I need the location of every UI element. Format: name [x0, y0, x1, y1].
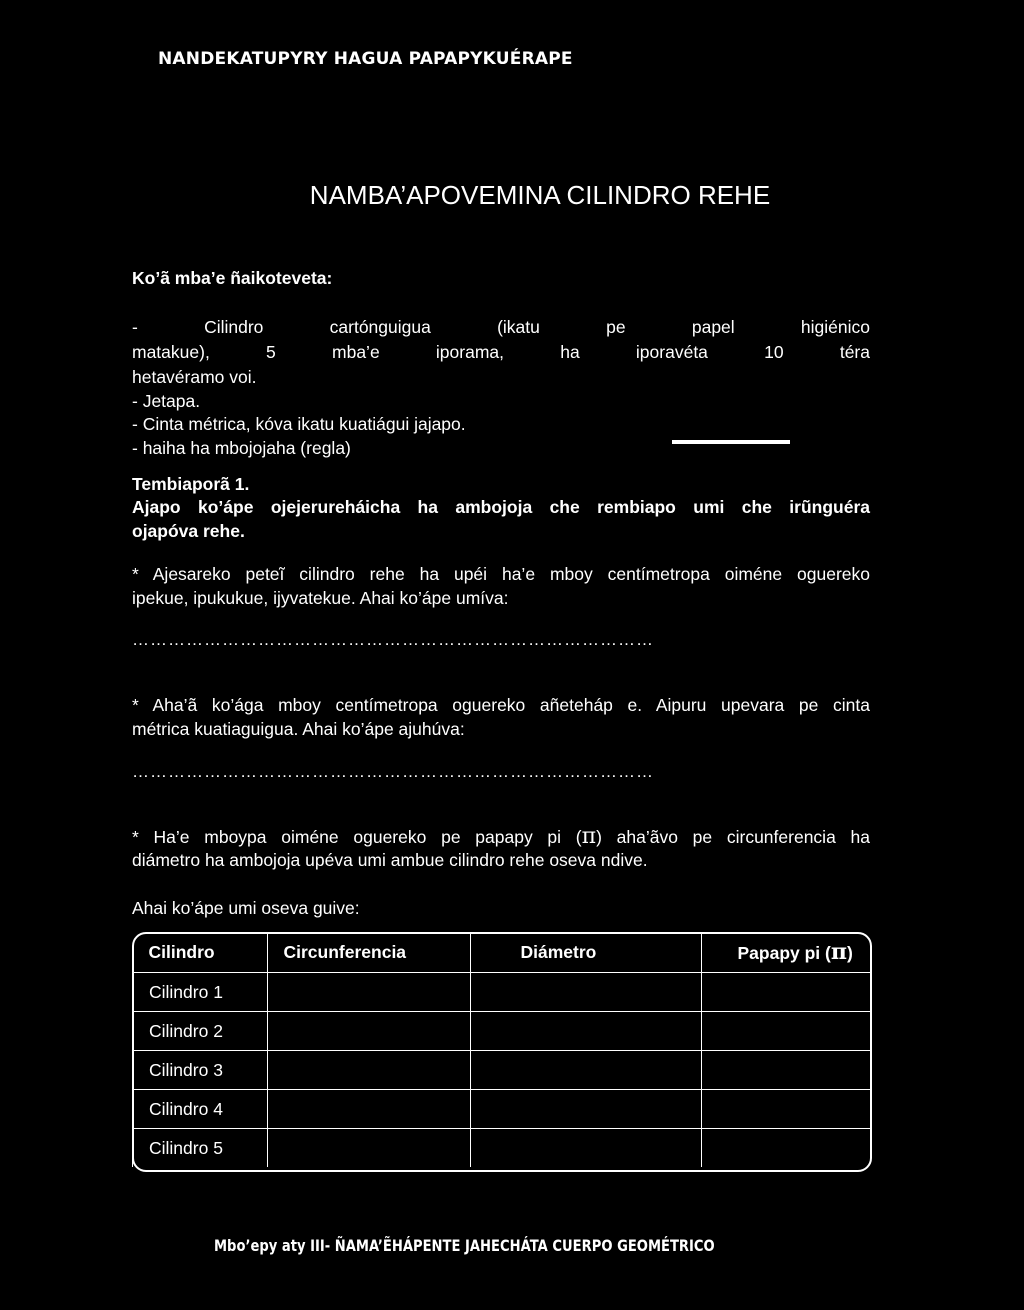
table-header-row — [133, 932, 871, 973]
cell-diametro[interactable] — [470, 1129, 701, 1168]
question-3-line-2: diámetro ha ambojoja upéva umi ambue cilindro rehe oseva ndive. — [132, 850, 648, 870]
cell-circunferencia[interactable] — [267, 973, 470, 1012]
materials-line-2: matakue), 5 mba’e iporama, ha iporavéta 10 téra — [132, 342, 870, 362]
table-row — [133, 1129, 871, 1168]
header-pi-close: ) — [846, 943, 853, 963]
materials-line-4: - Jetapa. — [132, 391, 201, 411]
row-label: Cilindro 5 — [133, 1129, 268, 1168]
ruler-graphic — [672, 440, 790, 444]
cell-diametro[interactable] — [470, 1090, 701, 1129]
cell-pi[interactable] — [701, 1090, 870, 1129]
cell-pi[interactable] — [701, 1129, 870, 1168]
row-label: Cilindro 1 — [133, 973, 268, 1012]
step-heading: Tembiaporã 1. — [132, 474, 250, 494]
question-2-line-2: métrica kuatiaguigua. Ahai ko’ápe ajuhúva: — [132, 719, 465, 739]
row-label: Cilindro 4 — [133, 1090, 268, 1129]
question-1-line-2: ipekue, ipukukue, ijyvatekue. Ahai ko’ápe umíva: — [132, 588, 509, 608]
question-3-text-b: ) aha’ãvo pe circunferencia ha — [596, 827, 870, 847]
page-title: NAMBA’APOVEMINA CILINDRO REHE — [309, 180, 771, 210]
cell-circunferencia[interactable] — [267, 1051, 470, 1090]
answer-line-1[interactable]: …………………………………………………………………………… — [132, 630, 654, 649]
row-label: Cilindro 2 — [133, 1012, 268, 1051]
pi-symbol: π — [581, 824, 597, 849]
materials-heading: Ko’ã mba’e ñaikoteveta: — [132, 268, 333, 288]
cell-pi[interactable] — [701, 973, 870, 1012]
materials-line-1: - Cilindro cartónguigua (ikatu pe papel higiénico — [132, 317, 870, 337]
cell-diametro[interactable] — [470, 1051, 701, 1090]
header-papapy-pi — [701, 932, 870, 973]
cell-diametro[interactable] — [470, 1012, 701, 1051]
materials-line-3: hetavéramo voi. — [132, 367, 257, 387]
step-instruction-line-1: Ajapo ko’ápe ojejerureháicha ha ambojoja che rembiapo umi che irũnguéra — [132, 497, 870, 517]
header-circunferencia: Circunferencia — [267, 932, 470, 973]
cell-pi[interactable] — [701, 1012, 870, 1051]
table-row — [133, 973, 871, 1012]
question-3-text-a: * Ha’e mboypa oiméne oguereko pe papapy pi ( — [132, 827, 582, 847]
answer-line-2[interactable]: …………………………………………………………………………… — [132, 762, 654, 781]
table-row — [133, 1012, 871, 1051]
header-papapy-pi-label: Papapy pi ( — [737, 943, 831, 963]
header-pi-symbol: π — [830, 939, 847, 965]
cell-circunferencia[interactable] — [267, 1129, 470, 1168]
question-3-line-1 — [132, 825, 870, 849]
step-instruction-line-2: ojapóva rehe. — [132, 521, 245, 541]
page-footer: Mbo’epy aty III- ÑAMA’ẼHÁPENTE JAHECHÁTA CUERPO GEOMÉTRICO — [214, 1236, 715, 1255]
table-intro: Ahai ko’ápe umi oseva guive: — [132, 898, 360, 918]
table-row — [133, 1090, 871, 1129]
cell-pi[interactable] — [701, 1051, 870, 1090]
materials-line-5: - Cinta métrica, kóva ikatu kuatiágui jajapo. — [132, 414, 466, 434]
results-table — [132, 932, 870, 1167]
running-header: NANDEKATUPYRY HAGUA PAPAPYKUÉRAPE — [158, 49, 573, 69]
question-1-line-1: * Ajesareko peteĩ cilindro rehe ha upéi ha’e mboy centímetropa oiméne oguereko — [132, 564, 870, 584]
materials-line-6: - haiha ha mbojojaha (regla) — [132, 438, 351, 458]
row-label: Cilindro 3 — [133, 1051, 268, 1090]
cell-circunferencia[interactable] — [267, 1012, 470, 1051]
header-diametro: Diámetro — [470, 932, 701, 973]
table-row — [133, 1051, 871, 1090]
header-cilindro: Cilindro — [133, 932, 268, 973]
cell-diametro[interactable] — [470, 973, 701, 1012]
question-2-line-1: * Aha’ã ko’ága mboy centímetropa oguereko añeteháp e. Aipuru upevara pe cinta — [132, 695, 870, 715]
cell-circunferencia[interactable] — [267, 1090, 470, 1129]
